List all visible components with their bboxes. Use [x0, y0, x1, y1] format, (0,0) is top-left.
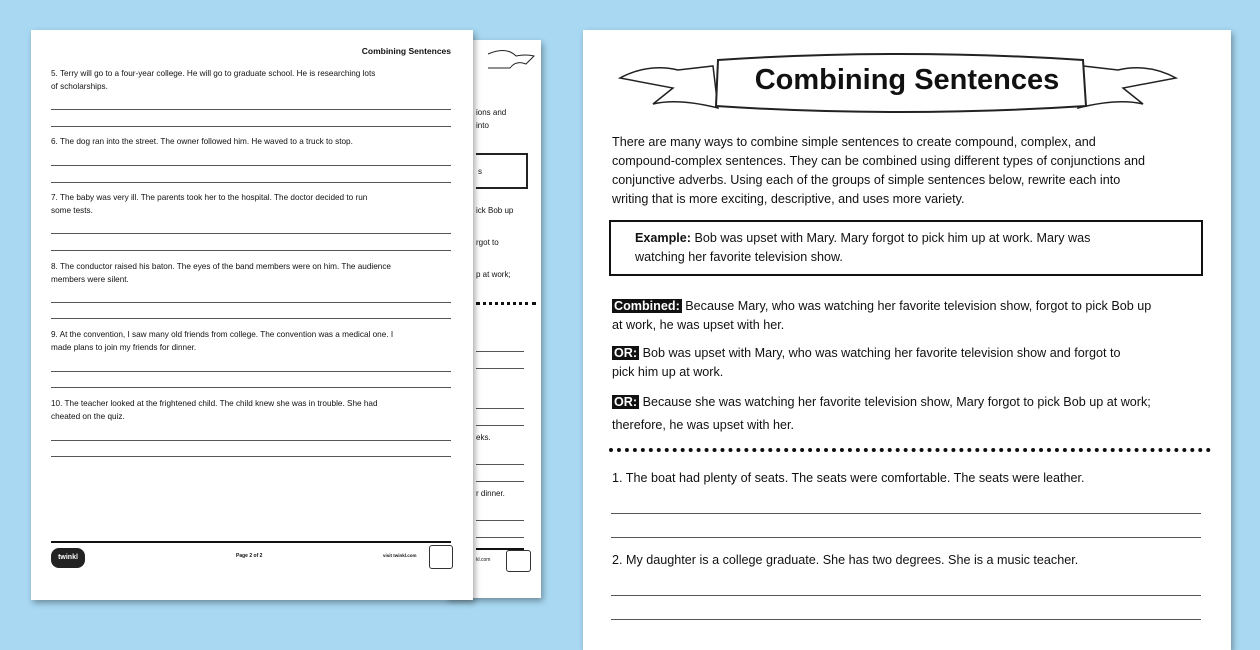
or-label: OR: [614, 395, 638, 409]
worksheet-page-2 [31, 30, 473, 600]
page-title: Combining Sentences [754, 64, 1060, 96]
answer-line[interactable] [51, 387, 451, 388]
question-10: 10. The teacher looked at the frightened child. The child knew she was in trouble. She had cheated on the quiz. [51, 399, 378, 421]
answer-line[interactable] [611, 537, 1201, 538]
answer-line[interactable] [611, 595, 1201, 596]
worksheet-page-1 [583, 30, 1231, 650]
question-7: 7. The baby was very ill. The parents took her to the hospital. The doctor decided to run some tests. [51, 193, 368, 215]
badge-icon [506, 550, 531, 572]
page-header: Combining Sentences [361, 46, 451, 56]
answer-line[interactable] [51, 109, 451, 110]
or-answer-2: OR: Because she was watching her favorite television show, Mary forgot to pick Bob up at work; therefore, he was upset with her. [612, 395, 1151, 432]
site-link[interactable]: visit twinkl.com [383, 553, 417, 558]
back-fragment: into [476, 121, 489, 130]
question-1: 1. The boat had plenty of seats. The seats were comfortable. The seats were leather. [612, 471, 1085, 485]
answer-line[interactable] [51, 456, 451, 457]
question-5: 5. Terry will go to a four-year college. He will go to graduate school. He is researching lots of scholarships. [51, 69, 376, 91]
back-fragment: r dinner. [476, 489, 505, 498]
back-fragment: rgot to [476, 238, 499, 247]
banner-icon [486, 46, 536, 74]
answer-line[interactable] [611, 619, 1201, 620]
back-fragment: eks. [476, 433, 491, 442]
answer-line[interactable] [51, 182, 451, 183]
back-dotted-divider [476, 302, 536, 305]
twinkl-logo: twinkl [51, 548, 85, 568]
example-text: Example: Bob was upset with Mary. Mary forgot to pick him up at work. Mary was watching her favorite television show. [635, 231, 1091, 264]
answer-line[interactable] [51, 250, 451, 251]
back-fragment: ions and [476, 108, 507, 117]
answer-line[interactable] [51, 165, 451, 166]
dotted-divider [609, 448, 1211, 452]
combined-answer: Combined: Because Mary, who was watching her favorite television show, forgot to pick Bob up at work, he was upset with her. [612, 299, 1152, 332]
back-fragment: s [478, 167, 482, 176]
answer-line[interactable] [51, 440, 451, 441]
answer-line[interactable] [51, 302, 451, 303]
answer-line[interactable] [51, 233, 451, 234]
or-label: OR: [614, 346, 638, 360]
back-fragment: p at work; [476, 270, 511, 279]
answer-line[interactable] [51, 318, 451, 319]
back-fragment: ick Bob up [476, 206, 514, 215]
question-8: 8. The conductor raised his baton. The eyes of the band members were on him. The audience members were silent. [51, 262, 391, 284]
or-answer-1: OR: Bob was upset with Mary, who was watching her favorite television show and forgot to pick him up at work. [612, 346, 1121, 379]
badge-icon [429, 545, 453, 569]
combined-label: Combined: [614, 299, 680, 313]
footer-rule [51, 541, 451, 543]
back-fragment: kl.com [476, 557, 491, 563]
page-number: Page 2 of 2 [236, 553, 263, 559]
answer-line[interactable] [51, 371, 451, 372]
question-9: 9. At the convention, I saw many old friends from college. The convention was a medical one. I made plans to join my friends for dinner. [51, 330, 394, 352]
instructions: There are many ways to combine simple sentences to create compound, complex, and compound-complex sentences. They can be combined using different types of conjunctions and conjunctive adverbs. Using each of the groups of simple sentences below, rewrite each into writing that is more exciting, descriptive, and uses more variety. [612, 135, 1145, 206]
question-6: 6. The dog ran into the street. The owner followed him. He waved to a truck to stop. [51, 137, 353, 146]
question-2: 2. My daughter is a college graduate. She has two degrees. She is a music teacher. [612, 553, 1079, 567]
answer-line[interactable] [51, 126, 451, 127]
back-example-box [476, 153, 528, 189]
answer-line[interactable] [611, 513, 1201, 514]
